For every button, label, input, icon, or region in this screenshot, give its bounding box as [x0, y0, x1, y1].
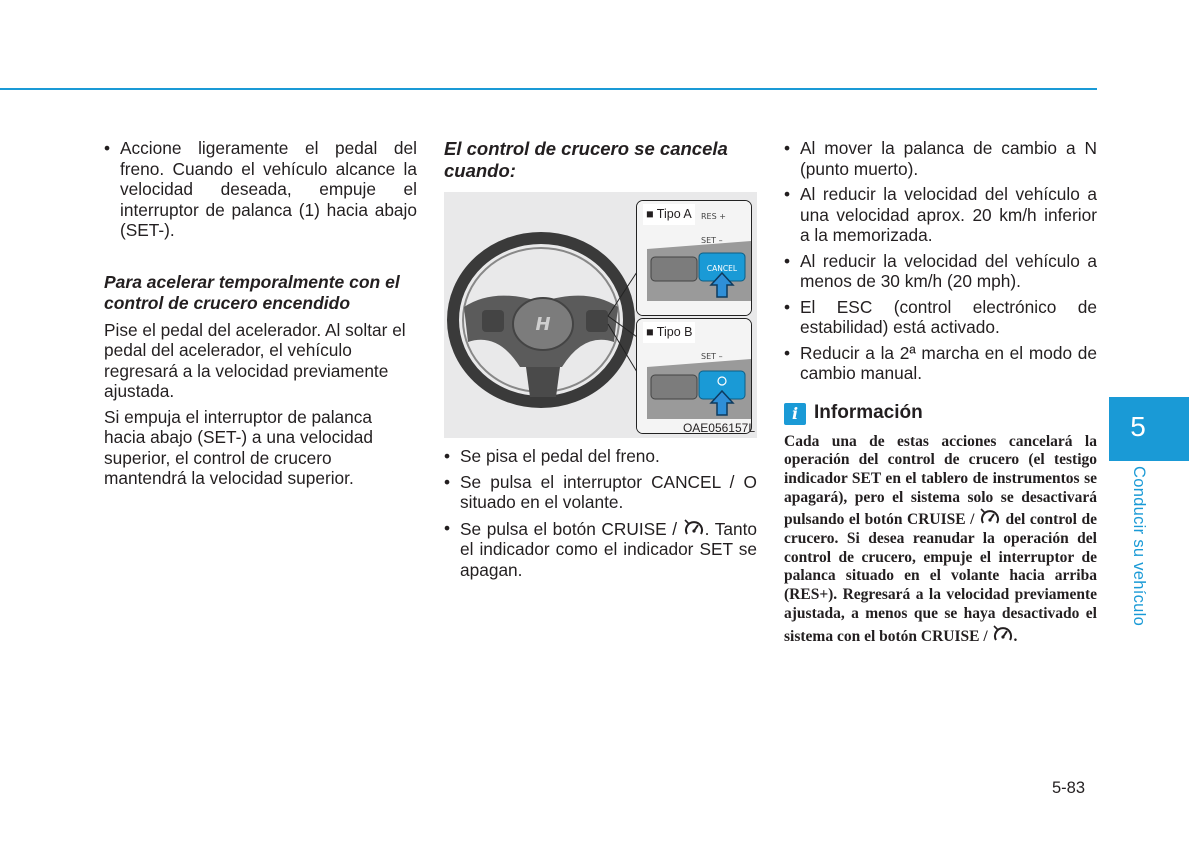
- info-body: [784, 433, 1097, 647]
- middle-column: [444, 138, 757, 585]
- list-item: • Al reducir la velocidad del vehículo a una velocidad aprox. 20 km/h inferior a la memorizada.: [784, 184, 1097, 246]
- cruise-speedometer-icon: [979, 507, 1001, 527]
- list-item: • Se pisa el pedal del freno.: [444, 446, 757, 467]
- info-title: Información: [814, 402, 923, 424]
- info-text: del control de crucero. Si desea reanudar la operación del control de crucero, empuje el interruptor de palanca situado en el volante hacia arriba (RES+). Regresará a la velocidad previamente ajustada, a menos que se haya desactivado el sistema con el botón CRUISE /: [784, 511, 1098, 645]
- right-bullet-list: [784, 138, 1097, 384]
- header-rule: [0, 88, 1097, 90]
- set-label: SET –: [701, 236, 723, 245]
- list-item: • Al reducir la velocidad del vehículo a menos de 30 km/h (20 mph).: [784, 251, 1097, 292]
- list-item-text: Se pulsa el botón CRUISE /: [460, 518, 678, 539]
- list-item: • Se pulsa el interruptor CANCEL / O situado en el volante.: [444, 472, 757, 513]
- figure-code: OAE056157L: [682, 421, 755, 435]
- list-item: • Al mover la palanca de cambio a N (punto muerto).: [784, 138, 1097, 179]
- subheading-temporary-acceleration: Para acelerar temporalmente con el control de crucero encendido: [104, 271, 400, 313]
- cancel-conditions-list: [444, 446, 757, 580]
- type-b-label: ■ Tipo B: [643, 322, 695, 343]
- paragraph: Si empuja el interruptor de palanca hacia abajo (SET-) a una velocidad superior, el control de crucero mantendrá la velocidad superior.: [104, 406, 373, 488]
- chapter-tab: [1109, 397, 1189, 461]
- chapter-title: Conducir su vehículo: [1130, 466, 1148, 627]
- left-column: [104, 138, 417, 494]
- section-heading: El control de crucero se cancela cuando:: [444, 138, 728, 181]
- svg-text:H: H: [535, 314, 551, 335]
- type-b-inset: [636, 318, 752, 434]
- cancel-label: CANCEL: [706, 264, 738, 273]
- list-item: [444, 518, 757, 581]
- list-item-text: . Tanto el indicador como el indicador SET se apagan.: [460, 518, 757, 580]
- left-bullet-list: [104, 138, 417, 241]
- type-a-label: ■ Tipo A: [643, 204, 695, 225]
- right-column: [784, 138, 1097, 646]
- set-label: SET –: [701, 352, 723, 361]
- type-a-inset: [636, 200, 752, 316]
- page-number: 5-83: [1052, 779, 1086, 797]
- cruise-speedometer-icon: [683, 518, 705, 538]
- list-item: • Reducir a la 2ª marcha en el modo de cambio manual.: [784, 343, 1097, 384]
- list-item: • El ESC (control electrónico de estabilidad) está activado.: [784, 297, 1097, 338]
- info-text: Cada una de estas acciones cancelará la operación del control de crucero (el testigo indicador SET en el tablero de instrumentos se apagará), pero el sistema solo se desactivará pulsando el botón CRUISE /: [784, 432, 1097, 529]
- res-label: RES +: [701, 212, 726, 221]
- list-item: • Accione ligeramente el pedal del freno. Cuando el vehículo alcance la velocidad deseada, empuje el interruptor de palanca (1) hacia abajo (SET-).: [104, 138, 417, 241]
- cruise-speedometer-icon: [992, 624, 1014, 644]
- chapter-number: 5: [1130, 411, 1146, 442]
- info-header: [784, 403, 1097, 425]
- steering-wheel-figure: [444, 192, 757, 438]
- info-text: .: [1013, 627, 1018, 645]
- info-icon: i: [784, 403, 806, 425]
- paragraph: Pise el pedal del acelerador. Al soltar el pedal del acelerador, el vehículo regresará a la velocidad previamente ajustada.: [104, 319, 406, 401]
- chapter-title-vertical: [1126, 466, 1150, 636]
